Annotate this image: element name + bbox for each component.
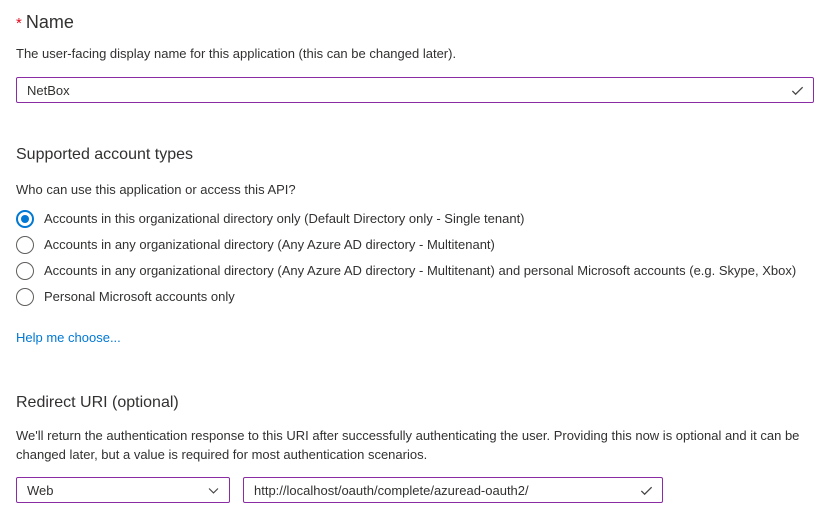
radio-button-icon (16, 236, 34, 254)
redirect-uri-controls (16, 477, 814, 503)
account-types-heading: Supported account types (16, 146, 194, 163)
name-description: The user-facing display name for this application (this can be changed later). (16, 46, 457, 61)
redirect-uri-input[interactable] (244, 478, 662, 502)
platform-select[interactable] (16, 477, 230, 503)
radio-personal-only[interactable] (16, 284, 814, 310)
radio-label: Accounts in any organizational directory (Any Azure AD directory - Multitenant) (44, 237, 495, 252)
radio-label: Accounts in this organizational directory only (Default Directory only - Single tenant) (44, 211, 525, 226)
name-input-container (16, 77, 814, 103)
radio-label: Accounts in any organizational directory (Any Azure AD directory - Multitenant) and personal Microsoft accounts (e.g. Skype, Xbox) (44, 263, 797, 278)
help-me-choose-link[interactable]: Help me choose... (16, 330, 121, 345)
redirect-uri-input-container (243, 477, 663, 503)
redirect-uri-description: We'll return the authentication response to this URI after successfully authenticating the user. Providing this now is optional and it can be changed later, but a value is required for most authentication scenarios. (16, 428, 800, 462)
name-input[interactable] (17, 78, 813, 102)
radio-label: Personal Microsoft accounts only (44, 289, 235, 304)
radio-button-icon (16, 210, 34, 228)
required-asterisk: * (16, 15, 22, 32)
name-heading-label: Name (25, 12, 74, 32)
account-types-question: Who can use this application or access this API? (16, 182, 296, 197)
radio-single-tenant[interactable] (16, 206, 814, 232)
chevron-down-icon (206, 483, 220, 497)
checkmark-icon (789, 82, 805, 98)
checkmark-icon (638, 482, 654, 498)
name-section-heading (16, 10, 814, 36)
radio-button-icon (16, 262, 34, 280)
radio-button-icon (16, 288, 34, 306)
redirect-uri-heading: Redirect URI (optional) (16, 394, 179, 411)
account-types-radio-group (16, 206, 814, 310)
radio-multitenant-personal[interactable] (16, 258, 814, 284)
radio-multitenant[interactable] (16, 232, 814, 258)
platform-select-value: Web (27, 482, 54, 498)
